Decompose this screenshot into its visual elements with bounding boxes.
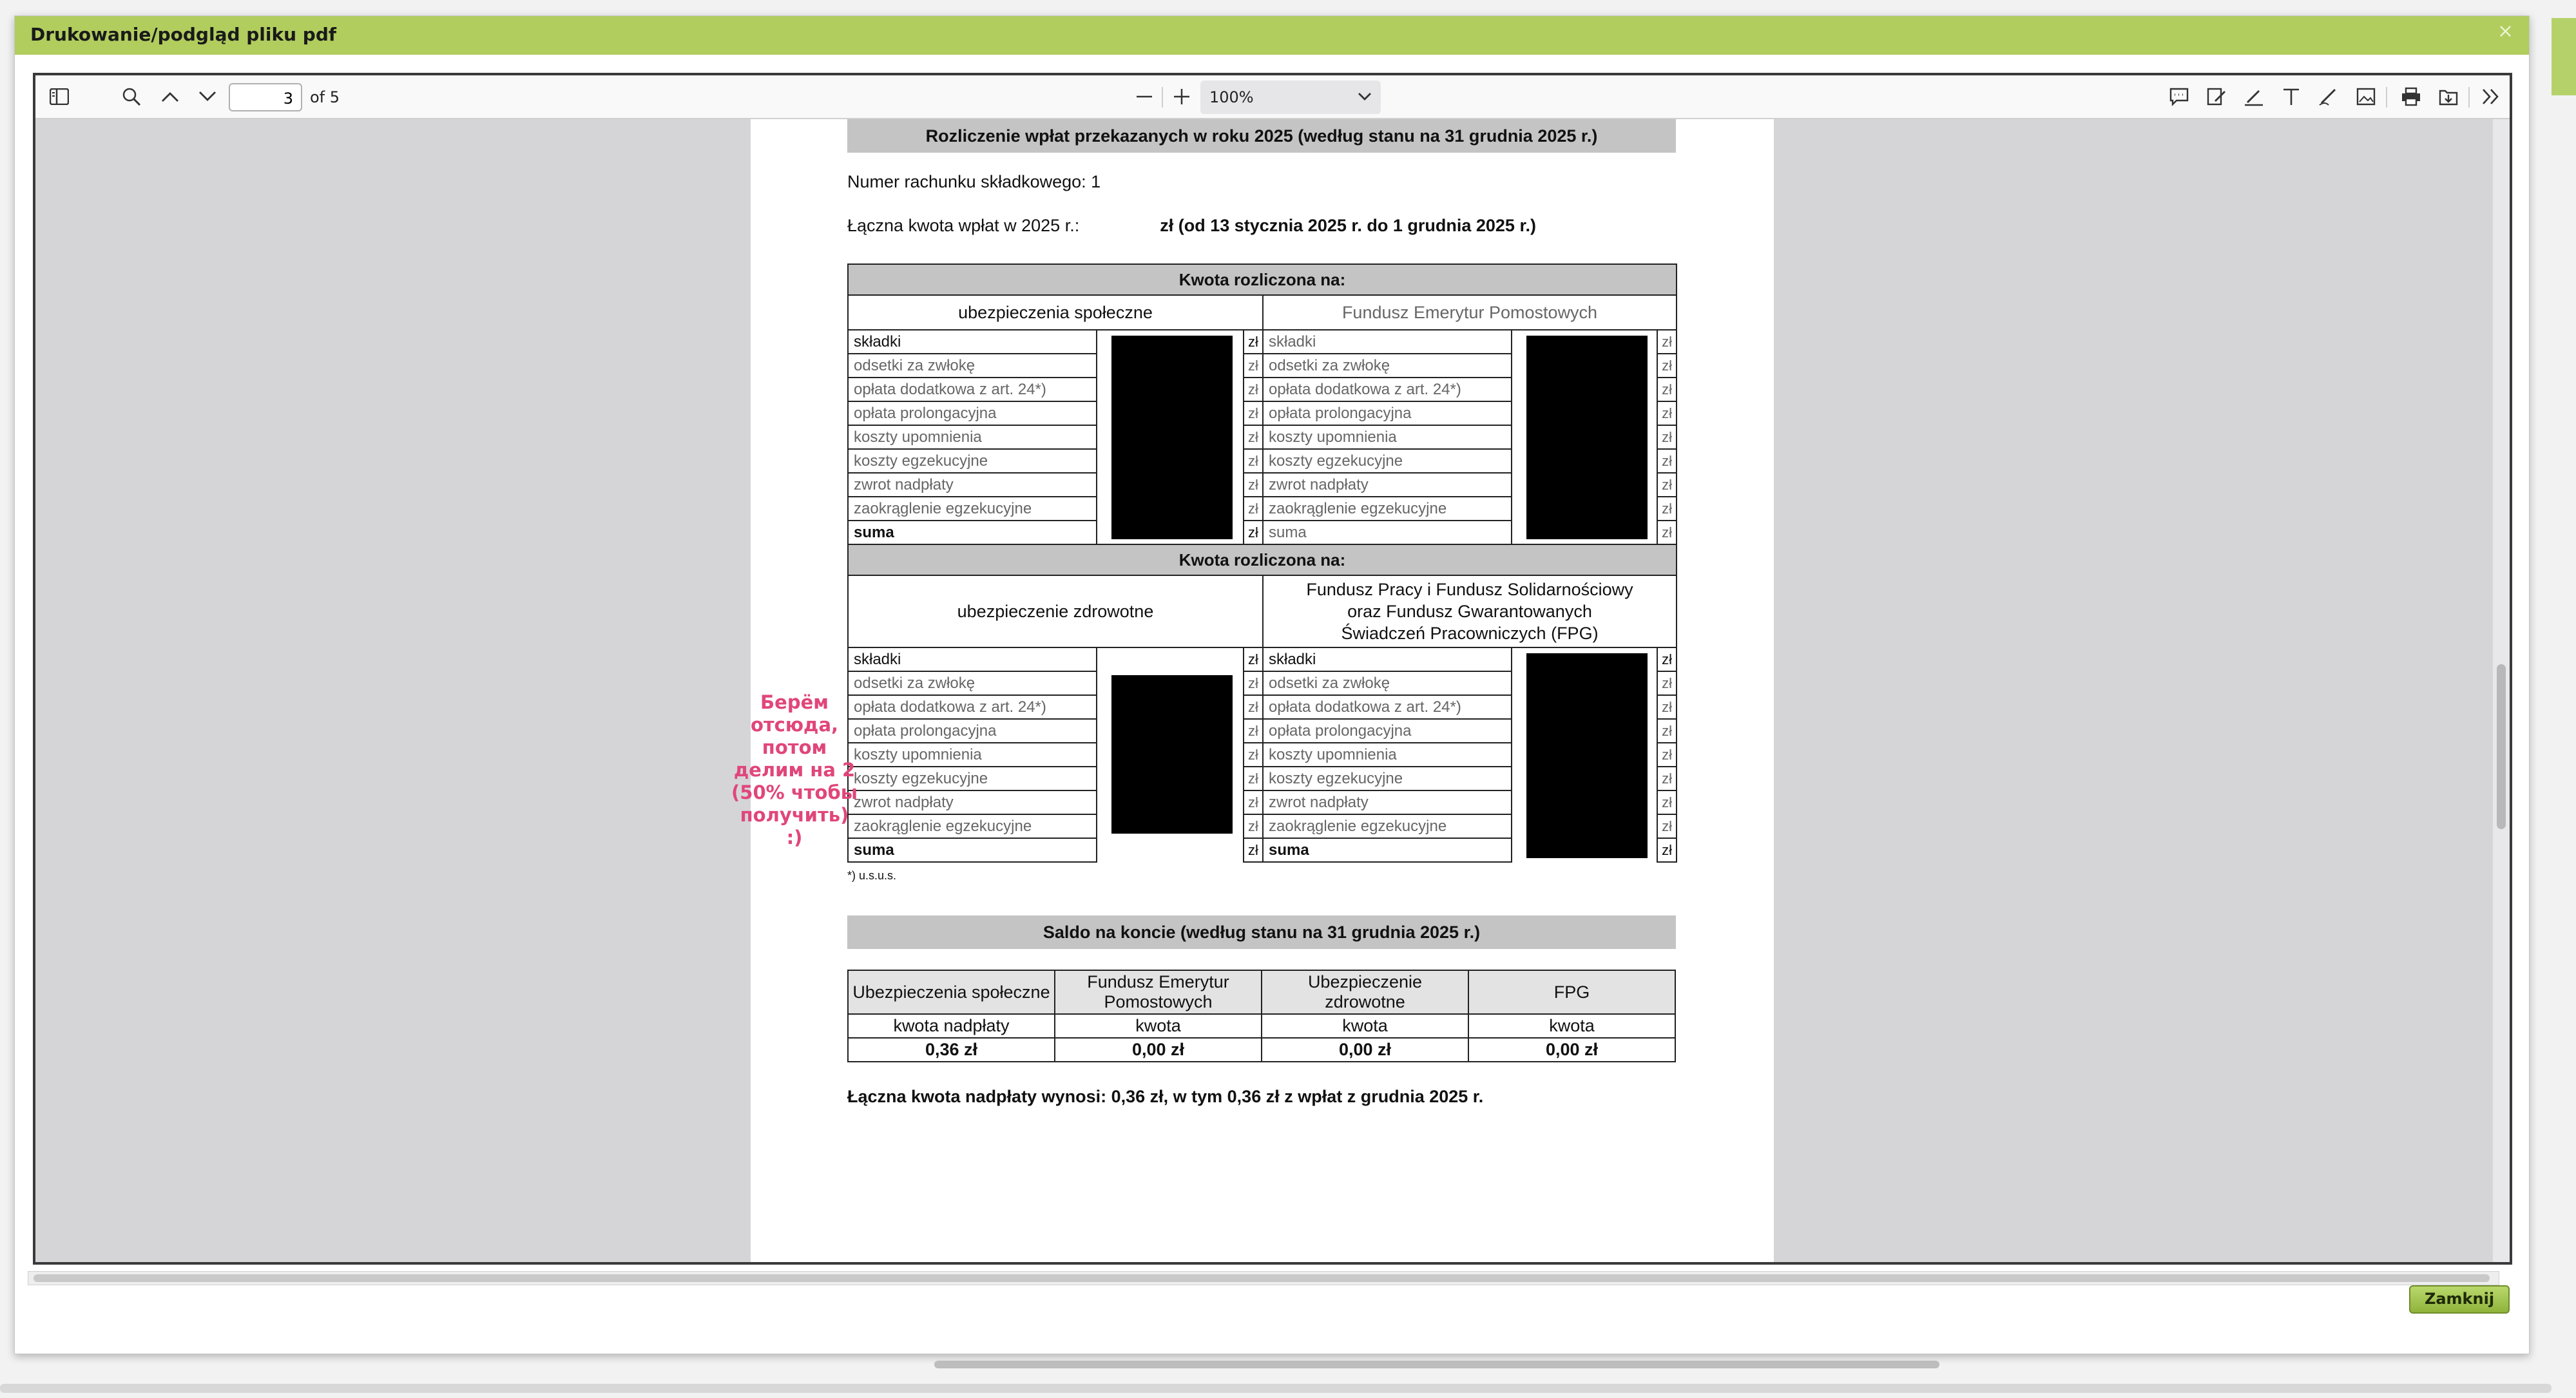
currency: zł <box>1244 695 1263 719</box>
row-label: opłata prolongacyjna <box>1263 401 1512 425</box>
scrollbar-thumb[interactable] <box>2497 664 2506 829</box>
window-scrollbar[interactable] <box>0 1384 2552 1393</box>
currency: zł <box>1657 425 1677 449</box>
balance-value: 0,36 zł <box>848 1038 1055 1062</box>
close-button[interactable]: Zamknij <box>2409 1285 2510 1314</box>
col-bridging-pension: Fundusz Emerytur Pomostowych <box>1263 295 1677 330</box>
currency: zł <box>1244 521 1263 544</box>
currency: zł <box>1657 767 1677 790</box>
row-label: opłata dodatkowa z art. 24*) <box>848 378 1097 401</box>
redaction-box <box>1526 653 1648 858</box>
col-health-insurance: ubezpieczenie zdrowotne <box>848 575 1263 647</box>
row-label: składki <box>1263 330 1512 354</box>
currency: zł <box>1657 814 1677 838</box>
scrollbar-thumb[interactable] <box>34 1274 2490 1282</box>
vertical-scrollbar[interactable] <box>2493 119 2510 1265</box>
currency: zł <box>1657 401 1677 425</box>
row-label: zaokrąglenie egzekucyjne <box>848 497 1097 521</box>
table-row <box>848 1014 1675 1038</box>
balance-subhead: kwota <box>1262 1014 1468 1038</box>
draw-icon[interactable] <box>2315 83 2342 110</box>
currency: zł <box>1657 521 1677 544</box>
zoom-in-icon[interactable] <box>1168 83 1195 110</box>
comment-icon[interactable] <box>2166 83 2193 110</box>
redaction-box <box>1526 336 1648 539</box>
settlement-section-head: Kwota rozliczona na: <box>848 264 1677 295</box>
chevron-down-icon[interactable] <box>194 83 221 110</box>
row-label: suma <box>848 838 1097 862</box>
currency: zł <box>1657 330 1677 354</box>
currency: zł <box>1244 719 1263 743</box>
row-label: suma <box>848 521 1097 544</box>
toolbar-separator <box>2468 87 2470 108</box>
footnote: *) u.s.u.s. <box>847 869 897 882</box>
account-number-line: Numer rachunku składkowego: 1 <box>847 172 1101 191</box>
currency: zł <box>1657 719 1677 743</box>
balance-header: Saldo na koncie (według stanu na 31 grudnia 2025 r.) <box>847 915 1676 949</box>
close-icon[interactable]: × <box>2497 20 2514 43</box>
overpayment-summary: Łączna kwota nadpłaty wynosi: 0,36 zł, w tym 0,36 zł z wpłat z grudnia 2025 r. <box>847 1087 1484 1106</box>
signature-icon[interactable] <box>2203 83 2230 110</box>
currency: zł <box>1657 743 1677 767</box>
currency: zł <box>1244 473 1263 497</box>
table-row <box>848 1038 1675 1062</box>
currency: zł <box>1244 838 1263 862</box>
col-social-insurance: ubezpieczenia społeczne <box>848 295 1263 330</box>
row-label: suma <box>1263 521 1512 544</box>
currency: zł <box>1244 354 1263 378</box>
chevron-up-icon[interactable] <box>157 83 184 110</box>
row-label: opłata dodatkowa z art. 24*) <box>848 695 1097 719</box>
currency: zł <box>1657 647 1677 671</box>
annotation-note: Берём отсюда, потом делим на 2 (50% чтобы получить) :) <box>731 691 858 848</box>
currency: zł <box>1657 473 1677 497</box>
row-label: koszty egzekucyjne <box>848 449 1097 473</box>
zoom-value: 100% <box>1209 88 1254 106</box>
text-icon[interactable] <box>2278 83 2305 110</box>
currency: zł <box>1657 497 1677 521</box>
row-label: zaokrąglenie egzekucyjne <box>848 814 1097 838</box>
currency: zł <box>1244 378 1263 401</box>
balance-subhead: kwota <box>1055 1014 1262 1038</box>
currency: zł <box>1657 695 1677 719</box>
balance-col-head: FPG <box>1468 970 1675 1014</box>
row-label: opłata prolongacyjna <box>848 719 1097 743</box>
toolbar-separator <box>2386 87 2387 108</box>
currency: zł <box>1244 743 1263 767</box>
table-row <box>848 330 1677 354</box>
horizontal-scrollbar[interactable] <box>28 1271 2499 1285</box>
currency: zł <box>1657 838 1677 862</box>
backdrop-strip <box>2552 18 2576 95</box>
row-label: odsetki za zwłokę <box>1263 354 1512 378</box>
row-label: składki <box>848 330 1097 354</box>
image-icon[interactable] <box>2352 83 2379 110</box>
print-icon[interactable] <box>2398 83 2425 110</box>
currency: zł <box>1657 378 1677 401</box>
row-label: odsetki za zwłokę <box>848 354 1097 378</box>
currency: zł <box>1244 425 1263 449</box>
balance-col-head: Fundusz Emerytur Pomostowych <box>1055 970 1262 1014</box>
row-label: opłata dodatkowa z art. 24*) <box>1263 695 1512 719</box>
currency: zł <box>1657 354 1677 378</box>
currency: zł <box>1244 767 1263 790</box>
row-label: suma <box>1263 838 1512 862</box>
pdf-toolbar <box>35 75 2510 119</box>
balance-value: 0,00 zł <box>1262 1038 1468 1062</box>
col-fpg-line: oraz Fundusz Gwarantowanych <box>1347 602 1592 621</box>
zoom-select[interactable] <box>1200 81 1381 114</box>
toolbar-separator <box>1162 87 1163 108</box>
balance-subhead: kwota <box>1468 1014 1675 1038</box>
balance-col-head: Ubezpieczenia społeczne <box>848 970 1055 1014</box>
row-label: składki <box>1263 647 1512 671</box>
more-tools-icon[interactable] <box>2477 83 2504 110</box>
currency: zł <box>1657 671 1677 695</box>
row-label: zwrot nadpłaty <box>848 790 1097 814</box>
total-line-suffix: zł (od 13 stycznia 2025 r. do 1 grudnia 2025 r.) <box>1160 216 1536 235</box>
pdf-viewer <box>33 73 2512 1265</box>
row-label: zwrot nadpłaty <box>1263 473 1512 497</box>
dialog-title: Drukowanie/podgląd pliku pdf <box>30 24 337 45</box>
amount-cell <box>1097 647 1244 862</box>
settlement-header: Rozliczenie wpłat przekazanych w roku 2025 (według stanu na 31 grudnia 2025 r.) <box>847 119 1676 153</box>
balance-value: 0,00 zł <box>1468 1038 1675 1062</box>
page-number-input[interactable]: 3 <box>229 83 302 111</box>
balance-subhead: kwota nadpłaty <box>848 1014 1055 1038</box>
row-label: koszty upomnienia <box>1263 425 1512 449</box>
balance-value: 0,00 zł <box>1055 1038 1262 1062</box>
row-label: koszty egzekucyjne <box>848 767 1097 790</box>
settlement-table <box>847 263 1677 863</box>
total-line-prefix: Łączna kwota wpłat w 2025 r.: <box>847 216 1080 235</box>
currency: zł <box>1244 330 1263 354</box>
currency: zł <box>1657 449 1677 473</box>
row-label: zaokrąglenie egzekucyjne <box>1263 497 1512 521</box>
highlight-icon[interactable] <box>2240 83 2267 110</box>
row-label: zaokrąglenie egzekucyjne <box>1263 814 1512 838</box>
row-label: opłata dodatkowa z art. 24*) <box>1263 378 1512 401</box>
settlement-section-head: Kwota rozliczona na: <box>848 544 1677 575</box>
row-label: koszty egzekucyjne <box>1263 449 1512 473</box>
search-icon[interactable] <box>118 83 145 110</box>
amount-cell <box>1512 647 1657 862</box>
balance-table <box>847 970 1676 1062</box>
table-row <box>848 970 1675 1014</box>
redaction-box <box>1111 336 1233 539</box>
amount-cell <box>1512 330 1657 544</box>
currency: zł <box>1244 647 1263 671</box>
total-payments-line <box>847 216 1536 236</box>
currency: zł <box>1657 790 1677 814</box>
redacted-amount <box>1084 218 1155 231</box>
row-label: opłata prolongacyjna <box>1263 719 1512 743</box>
currency: zł <box>1244 814 1263 838</box>
currency: zł <box>1244 401 1263 425</box>
currency: zł <box>1244 790 1263 814</box>
balance-col-head: Ubezpieczenie zdrowotne <box>1262 970 1468 1014</box>
row-label: zwrot nadpłaty <box>1263 790 1512 814</box>
currency: zł <box>1244 671 1263 695</box>
row-label: koszty upomnienia <box>1263 743 1512 767</box>
row-label: odsetki za zwłokę <box>848 671 1097 695</box>
table-row <box>848 647 1677 671</box>
dialog-header <box>15 16 2529 55</box>
currency: zł <box>1244 449 1263 473</box>
pdf-preview-dialog <box>14 15 2530 1354</box>
col-fpg-line: Fundusz Pracy i Fundusz Solidarnościowy <box>1306 580 1633 599</box>
amount-cell <box>1097 330 1244 544</box>
zoom-out-icon[interactable] <box>1131 83 1158 110</box>
page-scrollbar[interactable] <box>934 1361 1939 1368</box>
save-icon[interactable] <box>2435 83 2462 110</box>
row-label: odsetki za zwłokę <box>1263 671 1512 695</box>
row-label: składki <box>848 647 1097 671</box>
col-fpg-line: Świadczeń Pracowniczych (FPG) <box>1341 624 1599 643</box>
row-label: opłata prolongacyjna <box>848 401 1097 425</box>
redaction-box <box>1111 675 1233 834</box>
row-label: koszty upomnienia <box>848 425 1097 449</box>
row-label: koszty egzekucyjne <box>1263 767 1512 790</box>
page-count: of 5 <box>310 88 340 106</box>
currency: zł <box>1244 497 1263 521</box>
row-label: koszty upomnienia <box>848 743 1097 767</box>
chevron-down-icon <box>1358 84 1372 106</box>
pdf-page <box>751 119 1774 1265</box>
sidebar-toggle-icon[interactable] <box>46 83 73 110</box>
row-label: zwrot nadpłaty <box>848 473 1097 497</box>
col-fpg <box>1263 575 1677 647</box>
